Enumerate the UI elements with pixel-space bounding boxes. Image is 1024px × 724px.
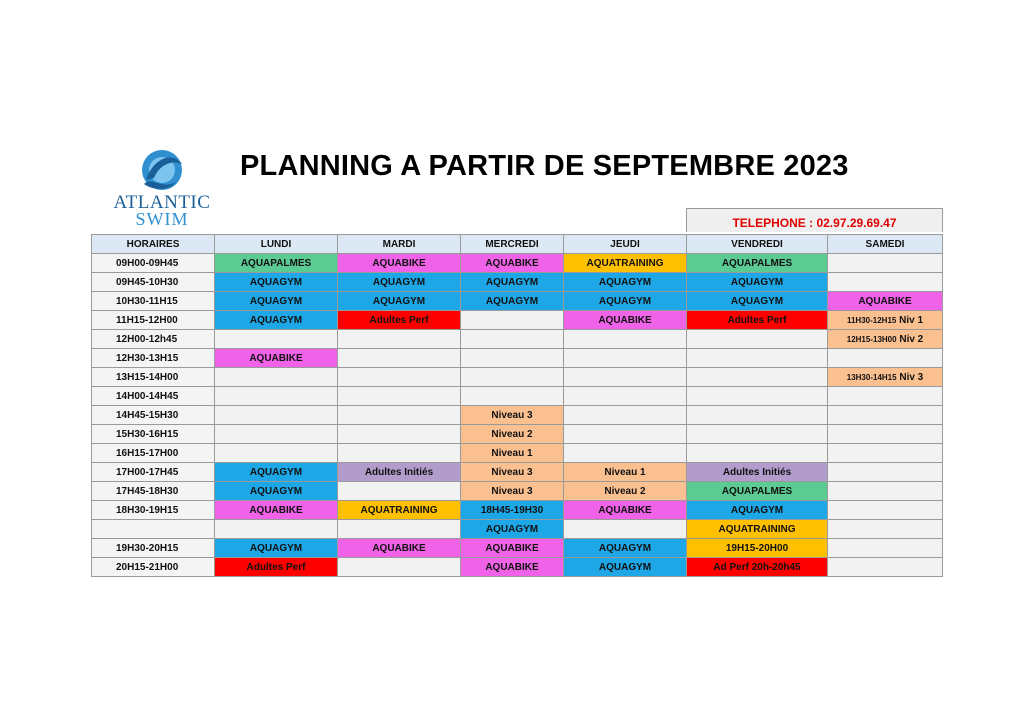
empty-cell <box>461 368 564 387</box>
column-header-vendredi: VENDREDI <box>687 235 828 254</box>
schedule-cell: AQUABIKE <box>215 501 338 520</box>
time-slot: 16H15-17H00 <box>92 444 215 463</box>
table-row <box>92 368 943 387</box>
schedule-cell: AQUAGYM <box>215 463 338 482</box>
empty-cell <box>828 254 943 273</box>
empty-cell <box>687 444 828 463</box>
empty-cell <box>828 444 943 463</box>
empty-cell <box>215 368 338 387</box>
table-row <box>92 425 943 444</box>
empty-cell <box>338 444 461 463</box>
logo-text-swim: SWIM <box>135 209 189 229</box>
schedule-cell: AQUAGYM <box>564 273 687 292</box>
schedule-cell <box>828 368 943 387</box>
empty-cell <box>215 520 338 539</box>
column-header-mercredi: MERCREDI <box>461 235 564 254</box>
saturday-level: Niv 1 <box>899 314 924 326</box>
phone-number: TELEPHONE : 02.97.29.69.47 <box>686 208 943 232</box>
schedule-cell: AQUAGYM <box>564 558 687 577</box>
schedule-cell <box>828 330 943 349</box>
empty-cell <box>215 387 338 406</box>
schedule-cell: AQUATRAINING <box>564 254 687 273</box>
table-header-row <box>92 235 943 254</box>
table-row <box>92 482 943 501</box>
saturday-time: 13H30-14H15 <box>846 372 897 382</box>
page-title: PLANNING A PARTIR DE SEPTEMBRE 2023 <box>240 150 849 182</box>
column-header-jeudi: JEUDI <box>564 235 687 254</box>
time-slot: 14H00-14H45 <box>92 387 215 406</box>
empty-cell <box>338 330 461 349</box>
empty-cell <box>215 330 338 349</box>
schedule-cell: 18H45-19H30 <box>461 501 564 520</box>
column-header-samedi: SAMEDI <box>828 235 943 254</box>
schedule-table <box>91 234 943 577</box>
schedule-cell: AQUAGYM <box>215 292 338 311</box>
empty-cell <box>828 273 943 292</box>
schedule-cell: Adultes Initiés <box>687 463 828 482</box>
schedule-cell: AQUAGYM <box>687 501 828 520</box>
empty-cell <box>564 368 687 387</box>
schedule-cell: AQUABIKE <box>215 349 338 368</box>
time-slot: 13H15-14H00 <box>92 368 215 387</box>
empty-cell <box>215 425 338 444</box>
table-row <box>92 349 943 368</box>
time-slot <box>92 520 215 539</box>
table-row <box>92 444 943 463</box>
saturday-level: Niv 2 <box>899 333 924 345</box>
schedule-cell: Niveau 3 <box>461 482 564 501</box>
empty-cell <box>564 330 687 349</box>
empty-cell <box>338 368 461 387</box>
table-row <box>92 539 943 558</box>
schedule-cell: AQUAGYM <box>461 292 564 311</box>
empty-cell <box>828 387 943 406</box>
empty-cell <box>564 444 687 463</box>
empty-cell <box>461 387 564 406</box>
empty-cell <box>687 425 828 444</box>
schedule-cell: Adultes Initiés <box>338 463 461 482</box>
time-slot: 19H30-20H15 <box>92 539 215 558</box>
atlantic-swim-logo <box>112 146 212 228</box>
time-slot: 15H30-16H15 <box>92 425 215 444</box>
empty-cell <box>828 482 943 501</box>
schedule-cell: Niveau 2 <box>461 425 564 444</box>
empty-cell <box>215 444 338 463</box>
dolphin-wave-logo-icon <box>132 146 192 194</box>
empty-cell <box>338 349 461 368</box>
time-slot: 18H30-19H15 <box>92 501 215 520</box>
schedule-cell: AQUAGYM <box>564 539 687 558</box>
empty-cell <box>828 463 943 482</box>
empty-cell <box>461 349 564 368</box>
saturday-level: Niv 3 <box>899 371 924 383</box>
empty-cell <box>338 482 461 501</box>
time-slot: 17H45-18H30 <box>92 482 215 501</box>
empty-cell <box>338 520 461 539</box>
schedule-cell: AQUAGYM <box>338 273 461 292</box>
schedule-cell: AQUABIKE <box>828 292 943 311</box>
table-row <box>92 463 943 482</box>
empty-cell <box>687 368 828 387</box>
table-row <box>92 254 943 273</box>
time-slot: 12H30-13H15 <box>92 349 215 368</box>
schedule-cell: AQUABIKE <box>564 311 687 330</box>
schedule-cell: AQUABIKE <box>461 254 564 273</box>
empty-cell <box>828 520 943 539</box>
time-slot: 14H45-15H30 <box>92 406 215 425</box>
schedule-cell: Adultes Perf <box>215 558 338 577</box>
schedule-cell: AQUAGYM <box>461 520 564 539</box>
time-slot: 12H00-12h45 <box>92 330 215 349</box>
schedule-cell: AQUATRAINING <box>687 520 828 539</box>
schedule-cell: AQUAPALMES <box>687 254 828 273</box>
schedule-cell: AQUAPALMES <box>687 482 828 501</box>
schedule-cell: AQUABIKE <box>461 558 564 577</box>
empty-cell <box>828 558 943 577</box>
schedule-cell <box>828 311 943 330</box>
empty-cell <box>564 349 687 368</box>
logo-text-atlantic: ATLANTIC <box>113 192 211 213</box>
schedule-cell: Adultes Perf <box>338 311 461 330</box>
schedule-cell: AQUAPALMES <box>215 254 338 273</box>
schedule-cell: Adultes Perf <box>687 311 828 330</box>
time-slot: 09H00-09H45 <box>92 254 215 273</box>
empty-cell <box>687 387 828 406</box>
schedule-cell: AQUABIKE <box>461 539 564 558</box>
empty-cell <box>687 349 828 368</box>
schedule-cell: AQUAGYM <box>215 482 338 501</box>
empty-cell <box>828 406 943 425</box>
schedule-cell: AQUAGYM <box>564 292 687 311</box>
empty-cell <box>828 539 943 558</box>
empty-cell <box>338 406 461 425</box>
schedule-cell: AQUABIKE <box>338 254 461 273</box>
time-slot: 20H15-21H00 <box>92 558 215 577</box>
schedule-cell: 19H15-20H00 <box>687 539 828 558</box>
schedule-cell: AQUATRAINING <box>338 501 461 520</box>
column-header-lundi: LUNDI <box>215 235 338 254</box>
schedule-cell: AQUABIKE <box>338 539 461 558</box>
schedule-cell: AQUABIKE <box>564 501 687 520</box>
empty-cell <box>338 387 461 406</box>
empty-cell <box>461 330 564 349</box>
empty-cell <box>564 425 687 444</box>
empty-cell <box>215 406 338 425</box>
schedule-cell: AQUAGYM <box>215 539 338 558</box>
schedule-cell: AQUAGYM <box>461 273 564 292</box>
column-header-mardi: MARDI <box>338 235 461 254</box>
schedule-cell: AQUAGYM <box>687 292 828 311</box>
empty-cell <box>828 349 943 368</box>
table-row <box>92 501 943 520</box>
empty-cell <box>687 406 828 425</box>
schedule-cell: AQUAGYM <box>215 311 338 330</box>
empty-cell <box>828 501 943 520</box>
saturday-time: 11H30-12H15 <box>846 315 897 325</box>
schedule-cell: AQUAGYM <box>687 273 828 292</box>
table-row <box>92 406 943 425</box>
table-row <box>92 330 943 349</box>
empty-cell <box>338 425 461 444</box>
schedule-cell: Niveau 1 <box>461 444 564 463</box>
table-row <box>92 292 943 311</box>
schedule-cell: Niveau 1 <box>564 463 687 482</box>
table-row <box>92 311 943 330</box>
schedule-cell: Ad Perf 20h-20h45 <box>687 558 828 577</box>
schedule-cell: Niveau 2 <box>564 482 687 501</box>
table-row <box>92 558 943 577</box>
empty-cell <box>564 520 687 539</box>
time-slot: 11H15-12H00 <box>92 311 215 330</box>
table-row <box>92 387 943 406</box>
empty-cell <box>461 311 564 330</box>
time-slot: 17H00-17H45 <box>92 463 215 482</box>
schedule-cell: AQUAGYM <box>338 292 461 311</box>
empty-cell <box>338 558 461 577</box>
empty-cell <box>828 425 943 444</box>
column-header-horaires: HORAIRES <box>92 235 215 254</box>
time-slot: 10H30-11H15 <box>92 292 215 311</box>
schedule-cell: Niveau 3 <box>461 463 564 482</box>
saturday-time: 12H15-13H00 <box>846 334 897 344</box>
empty-cell <box>564 387 687 406</box>
schedule-cell: AQUAGYM <box>215 273 338 292</box>
table-row <box>92 273 943 292</box>
empty-cell <box>564 406 687 425</box>
schedule-cell: Niveau 3 <box>461 406 564 425</box>
table-row <box>92 520 943 539</box>
time-slot: 09H45-10H30 <box>92 273 215 292</box>
empty-cell <box>687 330 828 349</box>
